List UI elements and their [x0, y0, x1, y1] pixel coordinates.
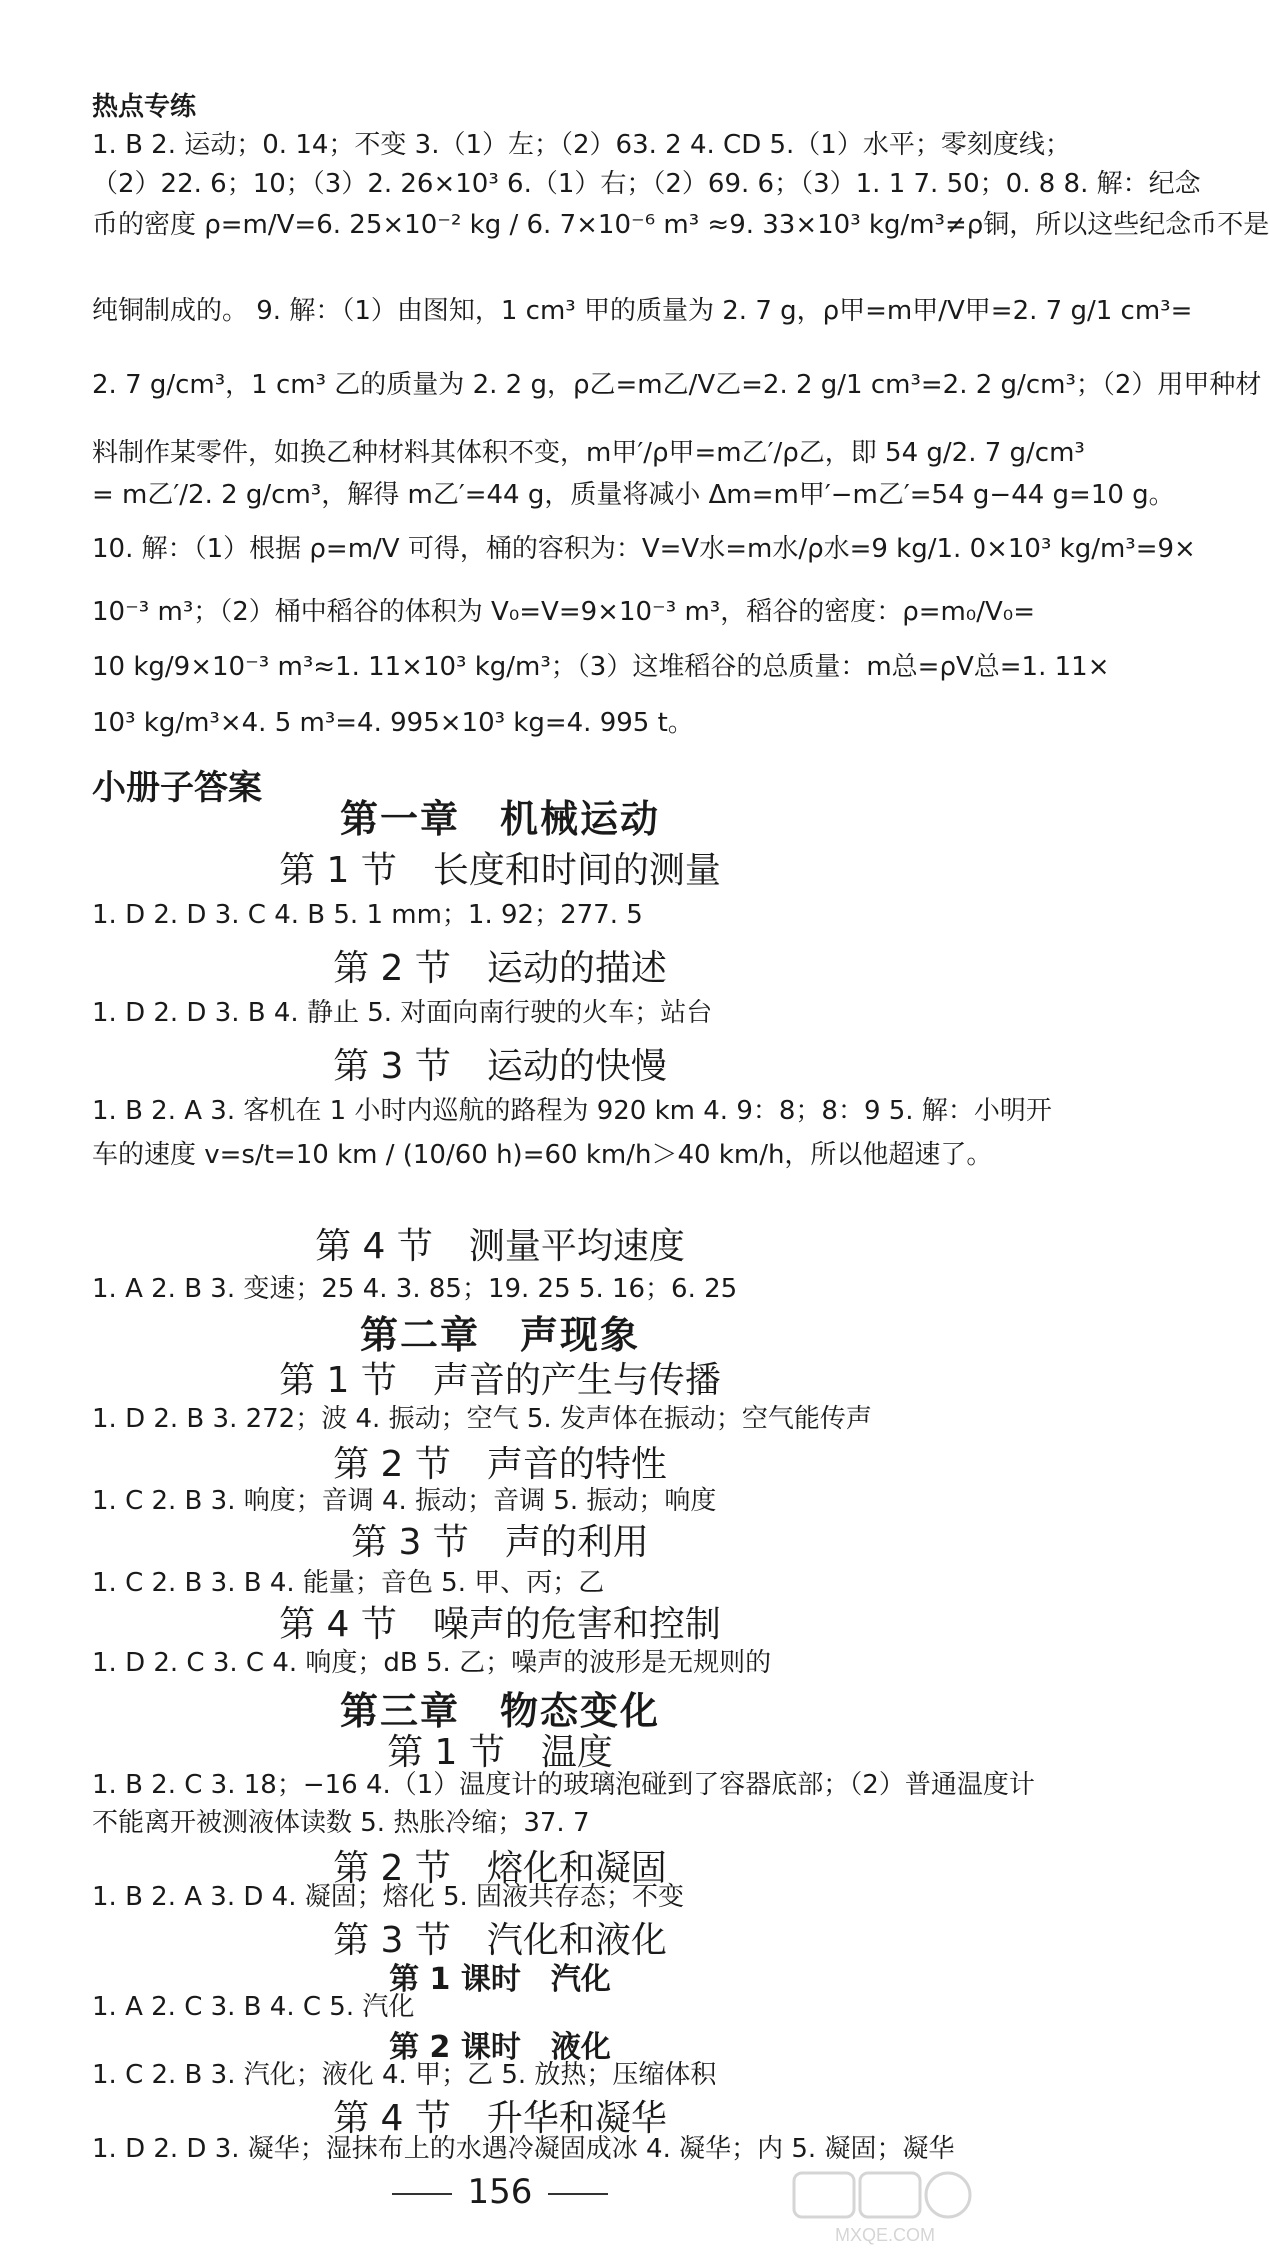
answer-line: 料制作某零件，如换乙种材料其体积不变，m甲′/ρ甲=m乙′/ρ乙，即 54 g/2. 7 g/cm³	[92, 438, 1085, 468]
answer-line: 不能离开被测液体读数 5. 热胀冷缩；37. 7	[92, 1808, 590, 1838]
answer-line: 1. C 2. B 3. B 4. 能量；音色 5. 甲、丙；乙	[92, 1568, 605, 1598]
section-title: 第 4 节 测量平均速度	[315, 1226, 685, 1267]
section-title: 第 4 节 噪声的危害和控制	[279, 1604, 721, 1645]
answer-line: 1. D 2. B 3. 272；波 4. 振动；空气 5. 发声体在振动；空气能传声	[92, 1404, 872, 1434]
answer-line: 1. B 2. A 3. 客机在 1 小时内巡航的路程为 920 km 4. 9：8；8：9 5. 解：小明开	[92, 1096, 1052, 1126]
section-title: 第 2 节 运动的描述	[333, 948, 667, 989]
section-title: 第 1 节 温度	[387, 1732, 613, 1773]
answer-line: 1. D 2. D 3. C 4. B 5. 1 mm；1. 92；277. 5	[92, 900, 643, 930]
answer-line: 10 kg/9×10⁻³ m³≈1. 11×10³ kg/m³；（3）这堆稻谷的总质量：m总=ρV总=1. 11×	[92, 652, 1110, 682]
section-title: 第 2 节 熔化和凝固	[333, 1848, 667, 1889]
answer-line: 车的速度 v=s/t=10 km / (10/60 h)=60 km/h＞40 km/h，所以他超速了。	[92, 1140, 993, 1170]
answer-line: 2. 7 g/cm³，1 cm³ 乙的质量为 2. 2 g，ρ乙=m乙/V乙=2. 2 g/1 cm³=2. 2 g/cm³；（2）用甲种材	[92, 370, 1262, 400]
lesson-title: 第 1 课时 汽化	[389, 1962, 611, 1997]
chapter-title: 第一章 机械运动	[339, 797, 660, 841]
page-number-text: 156	[467, 2172, 533, 2212]
answer-line: 币的密度 ρ=m/V=6. 25×10⁻² kg / 6. 7×10⁻⁶ m³ ≈9. 33×10³ kg/m³≠ρ铜，所以这些纪念币不是	[92, 210, 1269, 240]
watermark-logo	[790, 2169, 980, 2249]
section-title: 第 3 节 汽化和液化	[333, 1920, 667, 1961]
page-number-dash-left	[392, 2193, 452, 2195]
chapter-title: 第二章 声现象	[359, 1313, 640, 1357]
watermark-text: MXQE.COM	[834, 2225, 936, 2245]
answer-line: 1. D 2. C 3. C 4. 响度；dB 5. 乙；噪声的波形是无规则的	[92, 1648, 772, 1678]
answer-line: 10⁻³ m³；（2）桶中稻谷的体积为 V₀=V=9×10⁻³ m³，稻谷的密度：ρ=m₀/V₀=	[92, 597, 1035, 627]
answer-line: 1. D 2. D 3. 凝华；湿抹布上的水遇冷凝固成冰 4. 凝华；内 5. 凝固；凝华	[92, 2134, 955, 2164]
answer-line: 纯铜制成的。 9. 解：（1）由图知，1 cm³ 甲的质量为 2. 7 g，ρ甲=m甲/V甲=2. 7 g/1 cm³=	[92, 296, 1193, 326]
answer-line: 1. C 2. B 3. 汽化；液化 4. 甲；乙 5. 放热；压缩体积	[92, 2060, 717, 2090]
answer-line: 1. C 2. B 3. 响度；音调 4. 振动；音调 5. 振动；响度	[92, 1486, 717, 1516]
section-title: 第 4 节 升华和凝华	[333, 2098, 667, 2139]
answer-line: 1. D 2. D 3. B 4. 静止 5. 对面向南行驶的火车；站台	[92, 998, 713, 1028]
section-title: 第 2 节 声音的特性	[333, 1444, 667, 1485]
answer-line: 10. 解：（1）根据 ρ=m/V 可得，桶的容积为：V=V水=m水/ρ水=9 kg/1. 0×10³ kg/m³=9×	[92, 534, 1196, 564]
section-title: 第 3 节 运动的快慢	[333, 1046, 667, 1087]
answer-line: 1. A 2. C 3. B 4. C 5. 汽化	[92, 1992, 415, 2022]
answer-line: 1. A 2. B 3. 变速；25 4. 3. 85；19. 25 5. 16；6. 25	[92, 1274, 738, 1304]
section-title: 第 1 节 声音的产生与传播	[279, 1360, 721, 1401]
answer-line: 1. B 2. 运动；0. 14；不变 3.（1）左；（2）63. 2 4. CD 5.（1）水平；零刻度线；	[92, 130, 1071, 160]
booklet-title: 小册子答案	[92, 768, 262, 808]
answer-line: 1. B 2. A 3. D 4. 凝固；熔化 5. 固液共存态；不变	[92, 1882, 685, 1912]
answer-line: （2）22. 6；10；（3）2. 26×10³ 6.（1）右；（2）69. 6；（3）1. 1 7. 50；0. 8 8. 解：纪念	[92, 169, 1201, 199]
answer-line: 1. B 2. C 3. 18；−16 4.（1）温度计的玻璃泡碰到了容器底部；（2）普通温度计	[92, 1770, 1035, 1800]
section-title: 第 1 节 长度和时间的测量	[279, 850, 721, 891]
lesson-title: 第 2 课时 液化	[389, 2030, 611, 2065]
section-title-hot: 热点专练	[92, 92, 197, 122]
answer-line: = m乙′/2. 2 g/cm³，解得 m乙′=44 g，质量将减小 Δm=m甲′−m乙′=54 g−44 g=10 g。	[92, 480, 1175, 510]
chapter-title: 第三章 物态变化	[339, 1689, 660, 1733]
section-title: 第 3 节 声的利用	[351, 1522, 649, 1563]
watermark-logo-icon	[790, 2169, 980, 2249]
answer-line: 10³ kg/m³×4. 5 m³=4. 995×10³ kg=4. 995 t。	[92, 708, 694, 738]
page-number-dash-right	[548, 2193, 608, 2195]
